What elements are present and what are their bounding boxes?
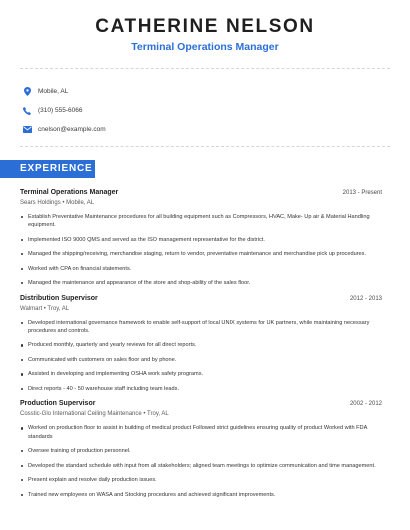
job-dates: 2002 - 2012 [349, 401, 382, 408]
job-bullet: Present explain and resolve daily production issues. [20, 476, 382, 484]
divider [20, 68, 390, 69]
contact-phone [22, 101, 106, 120]
email-icon [22, 125, 32, 135]
candidate-title: Terminal Operations Manager [131, 41, 279, 53]
resume-header [0, 16, 410, 54]
job-bullet: Developed international governance framework to enable self-support of local UNIX systems for UK partners, while maintaining necessary procedures and controls. [20, 319, 382, 335]
job-title: Terminal Operations Manager [20, 189, 119, 196]
job-bullet: Managed the maintenance and appearance of the store and shop-ability of the sales floor. [20, 279, 382, 287]
contact-email-text: cnelson@example.com [38, 126, 106, 133]
job-bullet: Worked on production floor to assist in building of medical product Followed strict guidelines ensuring quality of product Worked with FDA standards [20, 424, 382, 440]
job-dates: 2013 - Present [342, 190, 382, 196]
job-bullet: Direct reports - 40 - 50 warehouse staff including team leads. [20, 385, 382, 393]
job-bullet: Implemented ISO 9000 QMS and served as the ISO management representative for the district. [20, 236, 382, 244]
contact-list [22, 82, 106, 139]
contact-location-text: Mobile, AL [38, 88, 69, 95]
job-entry [20, 294, 382, 393]
job-bullet: Communicated with customers on sales floor and by phone. [20, 356, 382, 364]
phone-icon [22, 106, 32, 116]
job-title: Distribution Supervisor [20, 294, 98, 302]
job-entry [20, 188, 382, 287]
job-bullet: Assisted in developing and implementing OSHA work safety programs. [20, 370, 382, 378]
contact-location [22, 82, 106, 101]
job-organization: Sears Holdings • Mobile, AL [20, 200, 95, 206]
job-organization: Walmart • Troy, AL [20, 305, 70, 312]
location-pin-icon [22, 87, 32, 97]
job-bullet: Trained new employees on WASA and Stocking procedures and achieved significant improvements. [20, 491, 382, 499]
job-bullet: Worked with CPA on financial statements. [20, 265, 382, 273]
job-bullet: Managed the shipping/receiving, merchandise staging, return to vendor, preventative maintenance and merchandise pick up procedures. [20, 250, 382, 258]
job-dates: 2012 - 2013 [349, 295, 382, 302]
experience-list [20, 188, 382, 505]
job-bullet: Developed the standard schedule with input from all stakeholders; aligned team meetings to optimize communication and time management. [20, 462, 382, 470]
contact-phone-text: (310) 555-6066 [38, 107, 83, 114]
job-organization: Cosstic-Glo International Ceiling Maintenance • Troy, AL [20, 411, 169, 418]
job-bullet: Oversee training of production personnel. [20, 447, 382, 455]
job-title: Production Supervisor [20, 400, 96, 408]
job-entry [20, 399, 382, 498]
contact-email [22, 120, 106, 139]
job-bullet: Produced monthly, quarterly and yearly reviews for all direct reports. [20, 341, 382, 349]
divider [20, 146, 390, 147]
experience-section-heading: EXPERIENCE [0, 160, 95, 178]
job-bullet: Establish Preventative Maintenance procedures for all building equipment such as Compressors, HVAC, Make- Up air & Material Handling equipment. [20, 213, 382, 229]
candidate-name: CATHERINE NELSON [95, 16, 315, 37]
